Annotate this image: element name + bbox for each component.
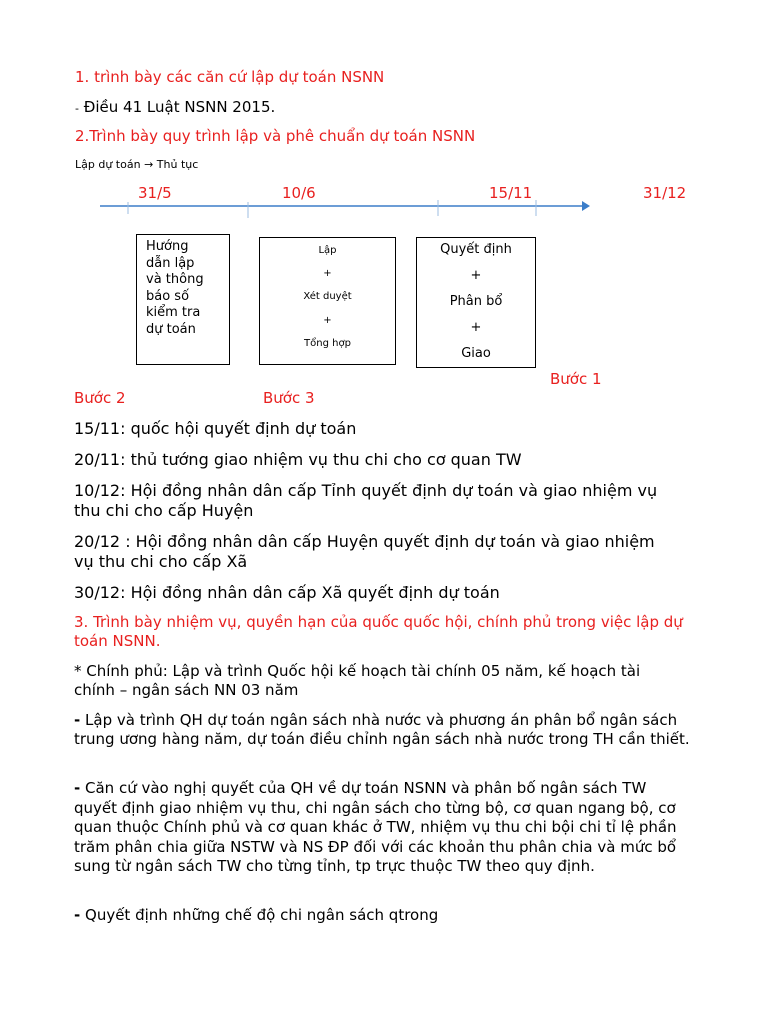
box1-line: dự toán (146, 321, 196, 337)
q1-title: 1. trình bày các căn cứ lập dự toán NSNN (75, 68, 385, 86)
box2-line: Tổng hợp (304, 338, 351, 349)
step-box-guidance (136, 234, 230, 365)
box3-line: + (470, 320, 482, 335)
event-item: 10/12: Hội đồng nhân dân cấp Tỉnh quyết định dự toán và giao nhiệm vụ thu chi cho cấp Huyện (74, 481, 658, 520)
box1-line: Hướng (146, 239, 189, 254)
q1-dash: - (75, 102, 79, 115)
event-item: 20/11: thủ tướng giao nhiệm vụ thu chi cho cơ quan TW (74, 450, 522, 469)
step-box-decision (416, 237, 536, 368)
q3-paragraph-2 (74, 711, 694, 749)
subtitle-left: Lập dự toán (75, 158, 141, 171)
q3-paragraph-4-text: Quyết định những chế độ chi ngân sách qtrong (85, 906, 439, 924)
box2-line: Lập (318, 245, 337, 256)
timeline-date-2: 10/6 (282, 184, 316, 202)
box2-line: + (323, 315, 332, 326)
q2-title: 2.Trình bày quy trình lập và phê chuẩn dự toán NSNN (75, 127, 476, 145)
box3-line: Quyết định (440, 242, 512, 257)
process-subtitle (75, 158, 198, 171)
box1-line: và thông (146, 272, 204, 287)
timeline-date-3: 15/11 (489, 184, 533, 202)
box2-line: Xét duyệt (303, 291, 352, 302)
bullet-dash: - (74, 711, 81, 729)
bullet-dash: - (74, 779, 81, 797)
event-item: 30/12: Hội đồng nhân dân cấp Xã quyết định dự toán (74, 583, 500, 602)
event-item: 20/12 : Hội đồng nhân dân cấp Huyện quyết định dự toán và giao nhiệm vụ thu chi cho cấp Xã (74, 532, 655, 571)
q3-paragraph-1: * Chính phủ: Lập và trình Quốc hội kế hoạch tài chính 05 năm, kế hoạch tài chính – ngân sách NN 03 năm (74, 662, 641, 699)
timeline-date-1: 31/5 (138, 184, 172, 202)
box3-line: Phân bổ (449, 294, 503, 309)
timeline-date-4: 31/12 (643, 184, 687, 202)
box3-line: + (470, 268, 482, 283)
q3-paragraph-3 (74, 779, 694, 877)
box1-line: kiểm tra (146, 305, 201, 320)
step-box-review (259, 237, 396, 365)
step-label-2: Bước 2 (74, 389, 126, 407)
q3-paragraph-4 (74, 906, 438, 924)
subtitle-right: Thủ tục (156, 158, 199, 171)
box2-line: + (323, 268, 332, 279)
box1-line: báo số (146, 288, 190, 304)
box3-line: Giao (461, 346, 491, 361)
q3-paragraph-2-text: Lập và trình QH dự toán ngân sách nhà nước và phương án phân bổ ngân sách trung ương hàng năm, dự toán điều chỉnh ngân sách nhà nước trong TH cần thiết. (74, 711, 690, 748)
step-label-3: Bước 3 (263, 389, 315, 407)
bullet-dash: - (74, 906, 81, 924)
timeline-arrow (98, 196, 593, 222)
q3-title: 3. Trình bày nhiệm vụ, quyền hạn của quốc quốc hội, chính phủ trong việc lập dự toán NSNN. (74, 613, 683, 650)
arrow-right-icon: → (144, 158, 154, 171)
step-label-1: Bước 1 (550, 370, 602, 388)
q3-paragraph-3-text: Căn cứ vào nghị quyết của QH về dự toán NSNN và phân bố ngân sách TW quyết định giao nhiệm vụ thu, chi ngân sách cho từng bộ, cơ quan ngang bộ, cơ quan thuộc Chính phủ và cơ quan khác ở TW, nhiệm vụ thu chi bội chi tỉ lệ phần trăm phân chia giữa NSTW và NS ĐP đối với các khoản thu phân chia và mức bổ sung từ ngân sách TW cho từng tỉnh, tp trực thuộc TW theo quy định. (74, 779, 677, 875)
box1-line: dẫn lập (146, 255, 195, 271)
q1-answer (75, 98, 275, 116)
event-item: 15/11: quốc hội quyết định dự toán (74, 419, 357, 438)
q1-answer-text: Điều 41 Luật NSNN 2015. (83, 98, 276, 116)
